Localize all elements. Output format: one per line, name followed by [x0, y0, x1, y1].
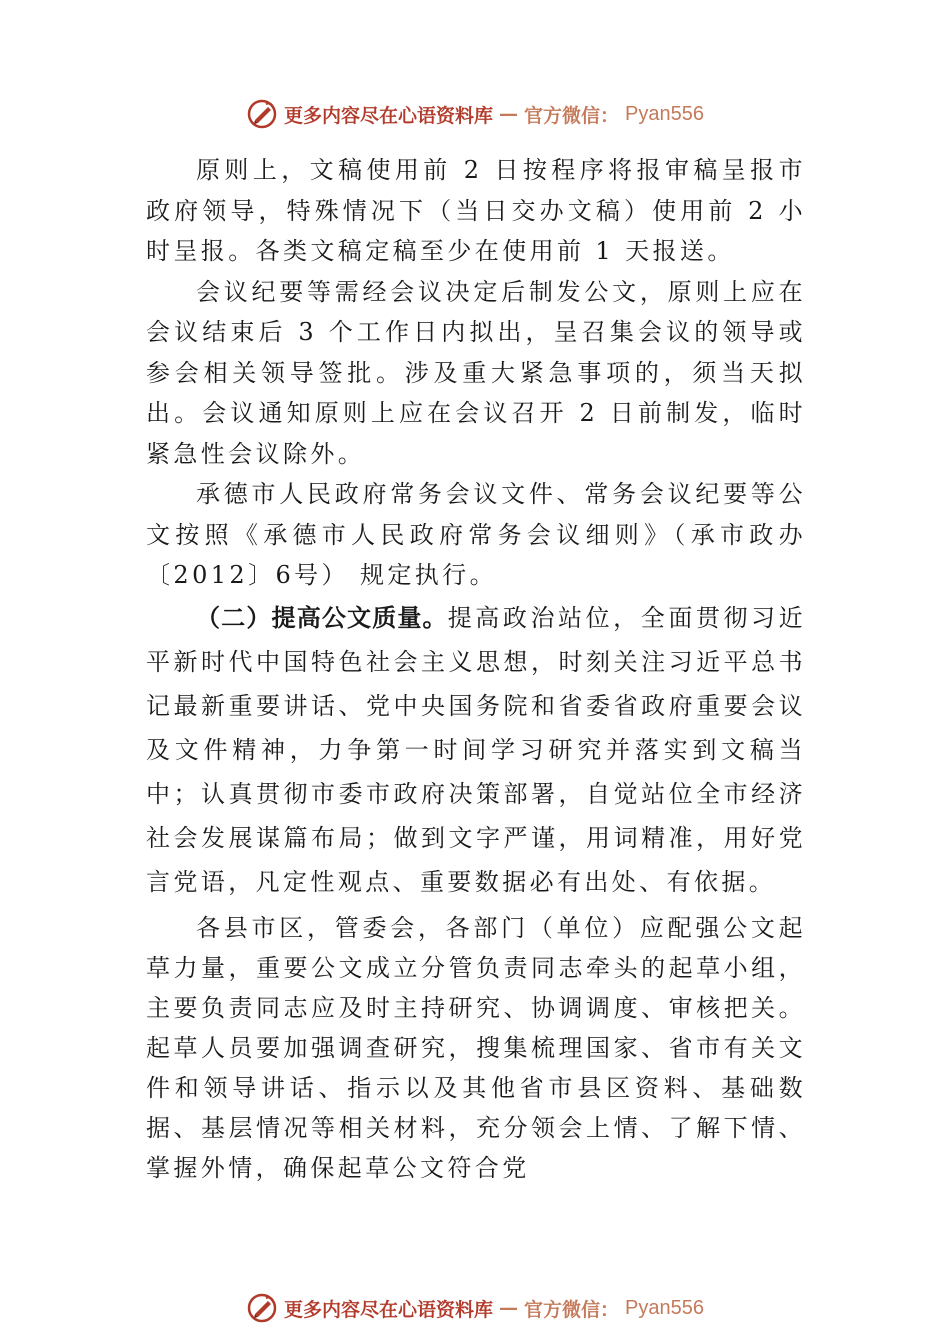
paragraph-executive-meeting: 承德市人民政府常务会议文件、常务会议纪要等公文按照《承德市人民政府常务会议细则》（承市政办〔2012〕6号） 规定执行。: [146, 480, 806, 589]
paragraph-submission-timing: 原则上，文稿使用前 2 日按程序将报审稿呈报市政府领导，特殊情况下（当日交办文稿）使用前 2 小时呈报。各类文稿定稿至少在使用前 1 天报送。: [146, 156, 806, 265]
watermark-label: 官方微信：: [524, 104, 620, 127]
watermark-wechat-id: Pyan556: [625, 102, 704, 125]
footer-watermark: [0, 1288, 950, 1328]
document-body: [146, 150, 806, 1188]
watermark-separator: —: [499, 103, 519, 125]
paragraph-drafting-strength: 各县市区，管委会，各部门（单位）应配强公文起草力量，重要公文成立分管负责同志牵头的起草小组，主要负责同志应及时主持研究、协调调度、审核把关。起草人员要加强调查研究，搜集梳理国家、省市有关文件和领导讲话、指示以及其他省市县区资料、基础数据、基层情况等相关材料，充分领会上情、了解下情、掌握外情，确保起草公文符合党: [146, 913, 806, 1182]
pen-in-circle-logo: [246, 1292, 278, 1324]
watermark-label: 官方微信：: [524, 1298, 620, 1321]
section-heading: （二）提高公文质量。: [196, 602, 448, 632]
paragraph-improve-quality: [146, 596, 806, 904]
paragraph-meeting-minutes: 会议纪要等需经会议决定后制发公文，原则上应在会议结束后 3 个工作日内拟出，呈召集会议的领导或参会相关领导签批。涉及重大紧急事项的，须当天拟出。会议通知原则上应在会议召开 2 日前制发，临时紧急性会议除外。: [146, 277, 806, 468]
watermark-wechat-id: Pyan556: [625, 1296, 704, 1319]
pen-in-circle-logo: [246, 98, 278, 130]
watermark-brand: 更多内容尽在心语资料库: [284, 1298, 494, 1321]
section-heading-body: 提高政治站位，全面贯彻习近平新时代中国特色社会主义思想，时刻关注习近平总书记最新重要讲话、党中央国务院和省委省政府重要会议及文件精神，力争第一时间学习研究并落实到文稿当中；认真贯彻市委市政府决策部署，自觉站位全市经济社会发展谋篇布局；做到文字严谨，用词精准，用好党言党语，凡定性观点、重要数据必有出处、有依据。: [146, 603, 807, 896]
watermark-separator: —: [499, 1297, 519, 1319]
watermark-brand: 更多内容尽在心语资料库: [284, 104, 494, 127]
header-watermark: [0, 94, 950, 134]
